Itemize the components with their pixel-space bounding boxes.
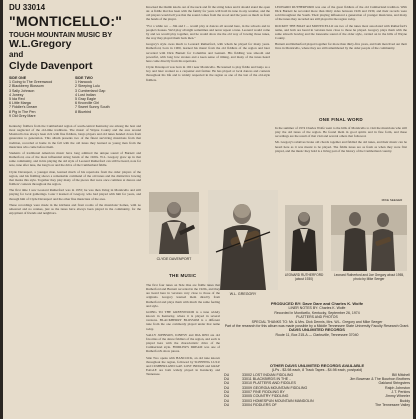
side-one-label: SIDE ONE xyxy=(9,76,27,80)
release-artist: Ralph Johnston xyxy=(385,385,410,390)
credit-research: Part of the research for this album was made possible by a Middle Tennessee State University Faculty Research Grant. xyxy=(224,324,410,329)
release-artist: Buddy xyxy=(399,398,410,403)
release-prefix: DU xyxy=(224,390,230,395)
track: 6 Little Marga xyxy=(9,101,31,106)
caption-gregory: W.L. GREGORY xyxy=(229,292,257,296)
artist-gregory: W.L.Gregory xyxy=(9,38,72,51)
release-row xyxy=(224,403,410,407)
catalog-number: DU 33014 xyxy=(9,3,46,12)
track: 5 Gray Eagle xyxy=(75,97,96,102)
heading-one-final-word: ONE FINAL WORD xyxy=(319,117,363,122)
release-title: 33002 LOST INDIAN FIDDLING xyxy=(242,372,294,377)
track: 4 Lost Indian xyxy=(75,92,96,97)
artist-and: and xyxy=(9,50,24,60)
release-prefix: DU xyxy=(224,372,230,377)
other-releases xyxy=(224,364,410,407)
track-listing xyxy=(9,76,137,118)
track: 4 Jonesy xyxy=(9,92,24,97)
track: 7 Fiddler's Dream xyxy=(9,105,38,110)
credit-liner: LINER NOTES BY: Charles K. Wolfe xyxy=(288,306,346,311)
release-artist: Oakland Stringsters xyxy=(378,381,410,386)
credits-block xyxy=(224,302,410,337)
release-artist: Jimmy Wheeler xyxy=(385,394,410,399)
release-title: 33003 HOMESPUN MOUNTAIN MANDOLIN xyxy=(242,398,314,403)
release-prefix: DU xyxy=(224,403,230,408)
credit-address: Route 11, Box 215-A — Clarksville, Tennessee 37040 xyxy=(275,332,359,337)
gregory-portrait-image xyxy=(208,190,278,290)
release-prefix: DU xyxy=(224,385,230,390)
release-title: 33004 FIDDLERS OF xyxy=(242,403,277,408)
track: 1 Going to The Greenwood xyxy=(9,80,53,85)
liner-notes-sheet xyxy=(3,0,413,419)
credit-photos: PLATTERS AND PHOTOS xyxy=(296,315,338,320)
track: 8 Pig in The Pen xyxy=(9,109,36,114)
release-prefix: DU xyxy=(224,398,230,403)
body-text-music: The first four tunes on Side One are fiddle tunes that Rutherford and Burnett recorded in the 1920s, and they are heard here in versions very close to those of the originals. Gregory learned them directly from Rutherford and plays them with much the same feeling and style. GOING TO THE GREENWOOD is a tune widely known in Kentucky, where it is played in several versions. BLACKBERRY BLOSSOM is a different tune from the one commonly played under that name today. SALLY JOHNSON, JONESY and IDA RED are old favorites of the dance fiddlers of the region, and each is played here with the characteristic drive of the Cumberland style. FIDDLER'S DREAM was one of Rutherford's show pieces. Side Two opens with HANCOCK, an old tune known throughout the region, followed by SLEEPING LULU and CUMBERLAND GAP. LOST INDIAN and GRAY EAGLE are both widely played in Kentucky and Tennessee. xyxy=(146,283,220,377)
body-text-col3: LEONARD RUTHERFORD was one of the great fiddlers of the old Cumberland tradition. With Dick Burnett he recorded more than thirty sides between 1926 and 1930, and their records were sold throughout the South. Their playing influenced a generation of younger musicians, and many of the tunes they recorded are still played in the region today. ROCKIN' THE BOAT and MONTICELLO are two of the tunes most associated with Rutherford's name, and both are heard in versions here close to those he played. Gregory plays them with the same smooth bowing and the lonesome sound of the older style, carried on in the hills of Wayne County. Burnett and Rutherford played together for more than thirty-five years, and both men lived out their lives in Monticello, where they are still remembered by the older people of the community. xyxy=(275,5,407,51)
release-title: 33007 FINE FIDDLING BY xyxy=(242,390,285,395)
photo-wl-gregory xyxy=(208,190,278,290)
track: 2 Sleeping Lulu xyxy=(75,84,100,89)
other-releases-heading: OTHER DAVIS UNLIMITED RECORDS AVAILABLE xyxy=(269,363,365,368)
side-two xyxy=(75,76,137,118)
release-artist: J.T. Perkins xyxy=(391,390,410,395)
body-text-col2: Knocked the thumb knobs out of the neck and fit the string holes and it should stand the open air. A fiddle that has been with the family for years will hold its tune in any weather, and the old players would tell you that the sound comes from the wood and the years as much as from the hands of the player. "For a while we ... Jim and I ... would play at dances all around here, in the schools and in people's houses. We'd play all night sometimes and never repeat a tune. Leonard would come by and we would play together, and he would show me the old way of bowing those tunes, the way they played them back then." Gregory's style owes much to Leonard Rutherford, with whom he played for many years. Rutherford, born in 1900, learned his music from the old fiddlers of the region and later recorded with Dick Burnett for Columbia and Gennett. His fiddling was smooth and powerful, with long bow strokes and a keen sense of timing, and many of the tunes heard here come directly from his repertoire. Clyde Davenport was born in 1921 near Monticello. He learned to play fiddle and banjo as a boy and later worked as a carpenter and farmer. He has played at local dances and contests throughout his life and is widely respected in the region as one of the last of the old-style fiddlers. xyxy=(146,5,270,82)
body-text-col1: Kentucky fiddlers from the Cumberland region of south-central Kentucky are among the best and most neglected of the old-time traditions. The music of Wayne County and the area around Monticello has always been rich with fine fiddlers, banjo players and old tunes handed down from generation to generation. This album presents two of the finest surviving musicians from that tradition, recorded at home in the fall with the old tunes they learned as young men from the musicians who came before them. Students of traditional American music have long admired the unique sound of Burnett and Rutherford, one of the most influential string bands of the 1920s. W.L. Gregory grew up in that same community, and in his playing the old style of Leonard Rutherford can still be heard, note for note, tune after tune, the long bow and the drive of the Cumberland fiddle. Clyde Davenport, a younger man, learned much of his repertoire from the older players of the region, and his fiddling shows a remarkable command of the old tunes and the distinctive bowing that marks this style. Together they play many of the pieces that were once common at dances and fiddlers' contests throughout the region. The first time I saw Leonard Rutherford was in 1955; he was then living in Monticello and still playing for local gatherings. Later I learned of Gregory, who had played with him for years, and through him of Clyde Davenport and the other fine musicians of the area. These recordings were made in the kitchens and front rooms of the musicians' homes, with no rehearsal and no retakes, just as the tunes have always been played in the community, for the enjoyment of friends and neighbors. xyxy=(9,124,141,215)
release-title: 33009 GEORGIA MOUNTAIN FIDDLING xyxy=(242,385,308,390)
track: 7 Sweet Sunny South xyxy=(75,105,110,110)
track: 3 Cumberland Gap xyxy=(75,88,106,93)
release-prefix: DU xyxy=(224,394,230,399)
caption-leonard-right: Leonard Rutherford and Joe Gregory about 1955, photo by Mike Seeger xyxy=(334,273,404,281)
credit-produced: PRODUCED BY: Dave Dare and Charles K. Wolfe xyxy=(270,301,364,306)
release-title: 33010 PLATTERS AND FIDDLES xyxy=(242,381,296,386)
caption-clyde: CLYDE DAVENPORT xyxy=(156,257,192,261)
credit-label: DAVIS UNLIMITED RECORDS xyxy=(289,327,345,333)
credit-recorded: Recorded in Monticello, Kentucky, September 26, 1974 xyxy=(274,310,360,315)
release-artist: The Tennessee Valley xyxy=(374,403,410,408)
release-artist: Jim Bowman & The Bourbon Brothers xyxy=(349,377,410,382)
body-text-final-word: In the summer of 1974 Charles Wolfe went to the hills of Monticello to visit the musicians who still play the old tunes of the region. He found them in good spirits and in fine form, and these recordings are the result of that visit and several others that followed. Mr. Gregory's relatives broke old chords together and fiddled the old tunes, and their music can be heard here as it was meant to be played. The fiddle tunes are as fresh as when they were first played, and the music they hold is a living part of the history of the Cumberland country. xyxy=(275,126,407,153)
release-artist: Bill Mitchell xyxy=(392,372,410,377)
photo-leonard-rutherford xyxy=(285,205,323,271)
heading-the-music: THE MUSIC xyxy=(169,273,197,278)
track: 6 Knoxville Girl xyxy=(75,101,99,106)
track: 2 Blackberry Blossom xyxy=(9,84,44,89)
album-title: "MONTICELLO:" xyxy=(9,13,123,29)
track: 9 Old Grey Mare xyxy=(9,113,36,118)
album-subtitle: TOUGH MOUNTAIN MUSIC BY xyxy=(9,29,113,39)
credit-special: SPECIAL THANKS TO: Mr. & Mrs. Dick Dennis, Mrs. W.L. Gregory and Mike Seeger xyxy=(251,319,383,324)
side-one xyxy=(9,76,71,118)
release-title: 33011 BLACKBIRDS IN THE .. xyxy=(242,377,292,382)
side-two-label: SIDE TWO xyxy=(75,76,93,80)
release-title: 33005 COUNTRY FIDDLING xyxy=(242,394,289,399)
release-prefix: DU xyxy=(224,377,230,382)
photo-rutherford-and-gregory xyxy=(331,205,407,271)
artist-davenport: Clyde Davenport xyxy=(9,59,93,72)
caption-mike-seeger: MIKE SEEGER xyxy=(381,198,403,202)
release-prefix: DU xyxy=(224,381,230,386)
rutherford-portrait-image xyxy=(285,205,323,271)
album-title-block xyxy=(9,14,143,72)
rutherford-gregory-image xyxy=(331,205,407,271)
track: 5 Ida Red xyxy=(9,97,25,102)
clyde-portrait-image xyxy=(149,192,199,254)
track: 3 Sally Johnson xyxy=(9,88,35,93)
track: 1 Hancock xyxy=(75,80,92,85)
photo-clyde-davenport xyxy=(149,192,199,254)
other-releases-sub: (LPs - $3.98 each, 8 Track Tapes - $4.98 each, postpaid) xyxy=(271,368,363,373)
track: 8 Bluebird xyxy=(75,109,92,114)
caption-leonard-left: LEONARD RUTHERFORD (about 1930) xyxy=(284,273,324,281)
